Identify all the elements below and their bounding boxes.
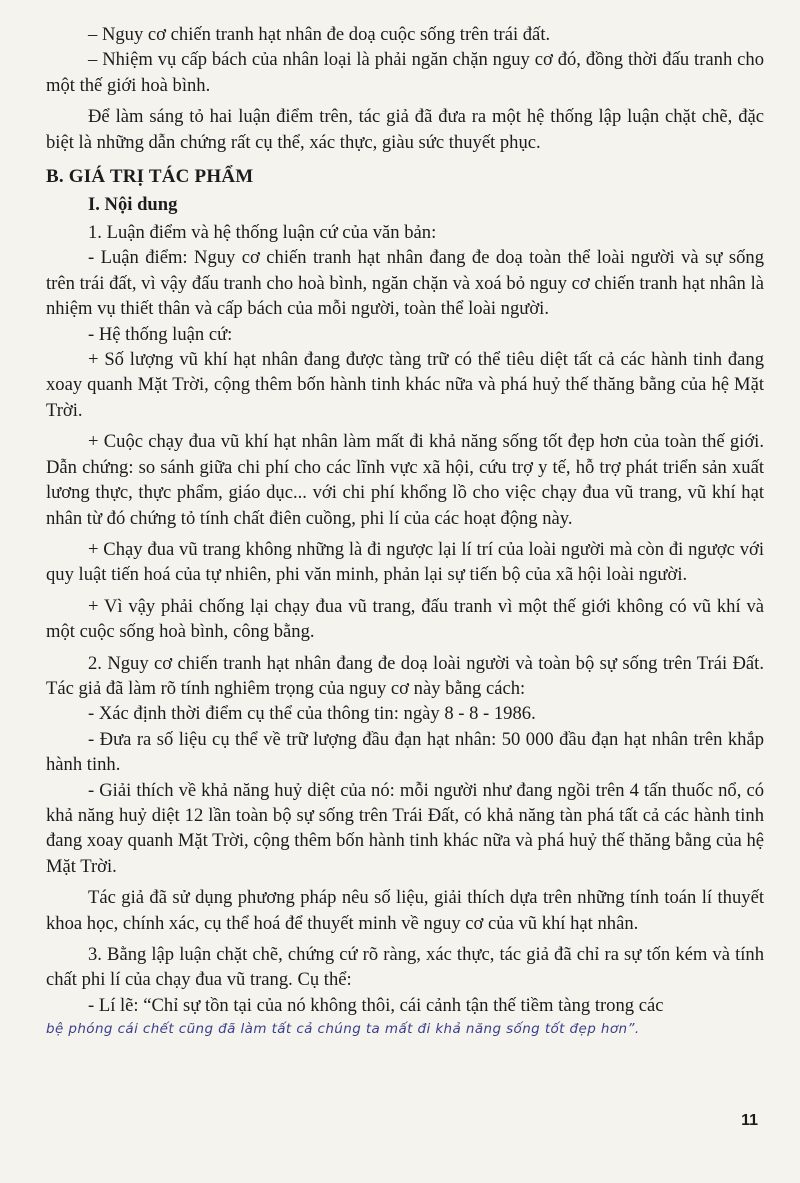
paragraph: 1. Luận điểm và hệ thống luận cứ của văn bản: — [88, 222, 437, 244]
subsection-title: I. Nội dung — [88, 194, 178, 216]
paragraph: – Nhiệm vụ cấp bách của nhân loại là phải ngăn chặn nguy cơ đó, đồng thời đấu tranh cho một thế giới hoà bình. — [46, 49, 764, 96]
paragraph: Để làm sáng tỏ hai luận điểm trên, tác giả đã đưa ra một hệ thống lập luận chặt chẽ, đặc biệt là những dẫn chứng rất cụ thể, xác thực, giàu sức thuyết phục. — [46, 106, 764, 153]
paragraph: + Vì vậy phải chống lại chạy đua vũ trang, đấu tranh vì một thế giới không có vũ khí và một cuộc sống hoà bình, công bằng. — [46, 595, 764, 643]
paragraph: - Đưa ra số liệu cụ thể về trữ lượng đầu đạn hạt nhân: 50 000 đầu đạn hạt nhân trên khắp hành tinh. — [46, 728, 764, 776]
paragraph: – Nguy cơ chiến tranh hạt nhân đe doạ cuộc sống trên trái đất. — [88, 24, 551, 45]
page-number: 11 — [741, 1112, 758, 1129]
section-title: B. GIÁ TRỊ TÁC PHẨM — [46, 166, 254, 188]
paragraph: + Cuộc chạy đua vũ khí hạt nhân làm mất đi khả năng sống tốt đẹp hơn của toàn thế giới. Dẫn chứng: so sánh giữa chi phí cho các lĩnh vực xã hội, cứu trợ y tế, hỗ trợ phát triển sản xuất lương thực, thực phẩm, giáo dục... với chi phí khổng lồ cho việc chạy đua vũ trang, vũ khí hạt nhân từ đó chứng tỏ tính chất điên cuồng, phi lí của các hoạt động này. — [46, 431, 764, 529]
paragraph: + Chạy đua vũ trang không những là đi ngược lại lí trí của loài người mà còn đi ngược với quy luật tiến hoá của tự nhiên, phi văn minh, phản lại sự tiến bộ của xã hội loài người. — [46, 538, 764, 586]
paragraph: - Lí lẽ: “Chỉ sự tồn tại của nó không thôi, cái cảnh tận thế tiềm tàng trong các — [88, 994, 664, 1016]
paragraph: - Giải thích về khả năng huỷ diệt của nó: mỗi người như đang ngồi trên 4 tấn thuốc nổ, có khả năng huỷ diệt 12 lần toàn bộ sự sống trên Trái Đất, có khả năng tàn phá tất cả các hành tinh đang xoay quanh Mặt Trời, cộng thêm bốn hành tinh khác nữa và phá huỷ thế thăng bằng của hệ Mặt Trời. — [46, 779, 764, 877]
paragraph: + Số lượng vũ khí hạt nhân đang được tàng trữ có thể tiêu diệt tất cả các hành tinh đang xoay quanh Mặt Trời, cộng thêm bốn hành tinh khác nữa và phá huỷ thế thăng bằng của hệ Mặt Trời. — [46, 349, 764, 421]
handwritten-line: bệ phóng cái chết cũng đã làm tất cả chúng ta mất đi khả năng sống tốt đẹp hơn”. — [46, 1021, 640, 1038]
paragraph: Tác giả đã sử dụng phương pháp nêu số liệu, giải thích dựa trên những tính toán lí thuyết khoa học, chính xác, cụ thể hoá để thuyết minh về nguy cơ của vũ khí hạt nhân. — [46, 887, 764, 934]
paragraph: - Hệ thống luận cứ: — [88, 323, 233, 345]
paragraph: - Luận điểm: Nguy cơ chiến tranh hạt nhân đang đe doạ toàn thể loài người và sự sống trên trái đất, vì vậy đấu tranh cho hoà bình, ngăn chặn và xoá bỏ nguy cơ chiến tranh hạt nhân là nhiệm vụ thiết thân và cấp bách của mỗi người, toàn thể loài người. — [46, 247, 764, 320]
paragraph: 2. Nguy cơ chiến tranh hạt nhân đang đe doạ loài người và toàn bộ sự sống trên Trái Đất. Tác giả đã làm rõ tính nghiêm trọng của nguy cơ này bằng cách: — [46, 652, 764, 699]
paragraph: 3. Bằng lập luận chặt chẽ, chứng cứ rõ ràng, xác thực, tác giả đã chỉ ra sự tốn kém và tính chất phi lí của chạy đua vũ trang. Cụ thể: — [46, 944, 764, 991]
paragraph: - Xác định thời điểm cụ thể của thông tin: ngày 8 - 8 - 1986. — [88, 703, 536, 725]
